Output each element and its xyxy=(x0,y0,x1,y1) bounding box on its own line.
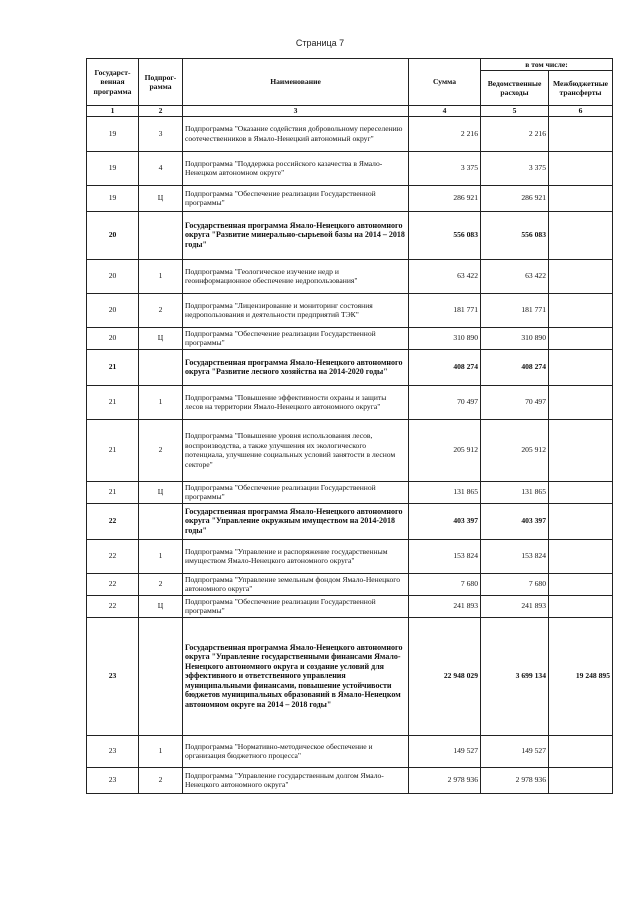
name-cell: Подпрограмма "Обеспечение реализации Государственной программы" xyxy=(183,595,409,617)
transfer-cell xyxy=(549,211,613,259)
program-cell: 20 xyxy=(87,211,139,259)
header-transfers: Межбюджетные трансферты xyxy=(549,71,613,106)
sum-cell: 22 948 029 xyxy=(409,617,481,735)
transfer-cell xyxy=(549,503,613,539)
transfer-cell xyxy=(549,293,613,327)
departmental-cell: 408 274 xyxy=(481,349,549,385)
departmental-cell: 131 865 xyxy=(481,481,549,503)
transfer-cell xyxy=(549,327,613,349)
name-cell: Подпрограмма "Повышение эффективности охраны и защиты лесов на территории Ямало-Ненецкого автономного округа" xyxy=(183,385,409,419)
table-row xyxy=(87,481,613,503)
program-cell: 19 xyxy=(87,151,139,185)
transfer-cell xyxy=(549,385,613,419)
sum-cell: 149 527 xyxy=(409,735,481,767)
name-cell: Подпрограмма "Управление государственным долгом Ямало-Ненецкого автономного округа" xyxy=(183,767,409,793)
name-cell: Подпрограмма "Нормативно-методическое обеспечение и организация бюджетного процесса" xyxy=(183,735,409,767)
sum-cell: 241 893 xyxy=(409,595,481,617)
header-sum: Сумма xyxy=(409,59,481,106)
transfer-cell xyxy=(549,595,613,617)
subprogram-cell: 1 xyxy=(139,385,183,419)
departmental-cell: 2 216 xyxy=(481,116,549,151)
sum-cell: 310 890 xyxy=(409,327,481,349)
subprogram-cell xyxy=(139,617,183,735)
transfer-cell xyxy=(549,735,613,767)
column-number: 4 xyxy=(409,106,481,117)
subprogram-cell: Ц xyxy=(139,481,183,503)
subprogram-cell: 1 xyxy=(139,259,183,293)
sum-cell: 63 422 xyxy=(409,259,481,293)
table-body xyxy=(87,116,613,793)
subprogram-cell: 4 xyxy=(139,151,183,185)
departmental-cell: 3 375 xyxy=(481,151,549,185)
sum-cell: 556 083 xyxy=(409,211,481,259)
subprogram-cell: 3 xyxy=(139,116,183,151)
program-cell: 23 xyxy=(87,735,139,767)
header-name: Наименование xyxy=(183,59,409,106)
departmental-cell: 556 083 xyxy=(481,211,549,259)
departmental-cell: 181 771 xyxy=(481,293,549,327)
sum-cell: 7 680 xyxy=(409,573,481,595)
table-row xyxy=(87,327,613,349)
program-cell: 22 xyxy=(87,503,139,539)
sum-cell: 286 921 xyxy=(409,185,481,211)
program-cell: 20 xyxy=(87,327,139,349)
name-cell: Подпрограмма "Поддержка российского казачества в Ямало-Ненецком автономном округе" xyxy=(183,151,409,185)
table-row xyxy=(87,259,613,293)
program-cell: 22 xyxy=(87,539,139,573)
departmental-cell: 286 921 xyxy=(481,185,549,211)
subprogram-cell xyxy=(139,349,183,385)
table-row xyxy=(87,503,613,539)
name-cell: Подпрограмма "Управление и распоряжение государственным имуществом Ямало-Ненецкого автономного округа" xyxy=(183,539,409,573)
departmental-cell: 403 397 xyxy=(481,503,549,539)
departmental-cell: 149 527 xyxy=(481,735,549,767)
transfer-cell xyxy=(549,185,613,211)
sum-cell: 205 912 xyxy=(409,419,481,481)
transfer-cell xyxy=(549,767,613,793)
page-label: Страница 7 xyxy=(295,38,345,48)
program-cell: 22 xyxy=(87,595,139,617)
name-cell: Подпрограмма "Повышение уровня использования лесов, воспроизводства, а также улучшения их экологического потенциала, улучшение социальных условий занятости в лесном секторе" xyxy=(183,419,409,481)
sum-cell: 408 274 xyxy=(409,349,481,385)
program-cell: 19 xyxy=(87,185,139,211)
transfer-cell: 19 248 895 xyxy=(549,617,613,735)
program-cell: 21 xyxy=(87,481,139,503)
subprogram-cell: Ц xyxy=(139,595,183,617)
table-row xyxy=(87,573,613,595)
departmental-cell: 3 699 134 xyxy=(481,617,549,735)
departmental-cell: 63 422 xyxy=(481,259,549,293)
budget-table xyxy=(86,58,613,794)
column-number: 5 xyxy=(481,106,549,117)
name-cell: Подпрограмма "Управление земельным фондом Ямало-Ненецкого автономного округа" xyxy=(183,573,409,595)
departmental-cell: 70 497 xyxy=(481,385,549,419)
sum-cell: 70 497 xyxy=(409,385,481,419)
subprogram-cell: 1 xyxy=(139,735,183,767)
table-row xyxy=(87,767,613,793)
table-row xyxy=(87,116,613,151)
header-including: в том числе: xyxy=(481,59,613,71)
table-row xyxy=(87,419,613,481)
departmental-cell: 241 893 xyxy=(481,595,549,617)
departmental-cell: 310 890 xyxy=(481,327,549,349)
table-row xyxy=(87,185,613,211)
program-cell: 23 xyxy=(87,617,139,735)
name-cell: Подпрограмма "Лицензирование и мониторинг состояния недропользования и деятельности предприятий ТЭК" xyxy=(183,293,409,327)
header-program: Государст-венная программа xyxy=(87,59,139,106)
table-row xyxy=(87,293,613,327)
name-cell: Государственная программа Ямало-Ненецкого автономного округа "Управление государственными финансами Ямало-Ненецкого автономного округа и создание условий для эффективного и ответственного управления муниципальными финансами, повышение устойчивости бюджетов муниципальных образований в Ямало-Ненецком автономном округе на 2014 – 2018 годы" xyxy=(183,617,409,735)
name-cell: Подпрограмма "Обеспечение реализации Государственной программы" xyxy=(183,481,409,503)
name-cell: Государственная программа Ямало-Ненецкого автономного округа "Развитие лесного хозяйства на 2014-2020 годы" xyxy=(183,349,409,385)
departmental-cell: 7 680 xyxy=(481,573,549,595)
sum-cell: 153 824 xyxy=(409,539,481,573)
sum-cell: 3 375 xyxy=(409,151,481,185)
subprogram-cell: 1 xyxy=(139,539,183,573)
departmental-cell: 153 824 xyxy=(481,539,549,573)
subprogram-cell: 2 xyxy=(139,293,183,327)
name-cell: Подпрограмма "Геологическое изучение недр и геоинформационное обеспечение недропользования" xyxy=(183,259,409,293)
name-cell: Государственная программа Ямало-Ненецкого автономного округа "Развитие минерально-сырьевой базы на 2014 – 2018 годы" xyxy=(183,211,409,259)
table-row xyxy=(87,539,613,573)
subprogram-cell: 2 xyxy=(139,767,183,793)
table-row xyxy=(87,735,613,767)
table-row xyxy=(87,211,613,259)
departmental-cell: 2 978 936 xyxy=(481,767,549,793)
column-number: 3 xyxy=(183,106,409,117)
transfer-cell xyxy=(549,151,613,185)
program-cell: 23 xyxy=(87,767,139,793)
program-cell: 20 xyxy=(87,259,139,293)
table-row xyxy=(87,151,613,185)
header-number-row xyxy=(87,106,613,117)
program-cell: 19 xyxy=(87,116,139,151)
transfer-cell xyxy=(549,116,613,151)
table-row xyxy=(87,595,613,617)
transfer-cell xyxy=(549,573,613,595)
sum-cell: 2 216 xyxy=(409,116,481,151)
subprogram-cell xyxy=(139,503,183,539)
name-cell: Государственная программа Ямало-Ненецкого автономного округа "Управление окружным имуществом на 2014-2018 годы" xyxy=(183,503,409,539)
program-cell: 21 xyxy=(87,419,139,481)
column-number: 2 xyxy=(139,106,183,117)
program-cell: 20 xyxy=(87,293,139,327)
transfer-cell xyxy=(549,349,613,385)
program-cell: 22 xyxy=(87,573,139,595)
subprogram-cell: 2 xyxy=(139,573,183,595)
subprogram-cell: Ц xyxy=(139,185,183,211)
sum-cell: 181 771 xyxy=(409,293,481,327)
program-cell: 21 xyxy=(87,349,139,385)
column-number: 1 xyxy=(87,106,139,117)
column-number: 6 xyxy=(549,106,613,117)
subprogram-cell xyxy=(139,211,183,259)
sum-cell: 2 978 936 xyxy=(409,767,481,793)
subprogram-cell: 2 xyxy=(139,419,183,481)
transfer-cell xyxy=(549,481,613,503)
subprogram-cell: Ц xyxy=(139,327,183,349)
transfer-cell xyxy=(549,259,613,293)
name-cell: Подпрограмма "Обеспечение реализации Государственной программы" xyxy=(183,185,409,211)
transfer-cell xyxy=(549,539,613,573)
table-row xyxy=(87,349,613,385)
name-cell: Подпрограмма "Обеспечение реализации Государственной программы" xyxy=(183,327,409,349)
transfer-cell xyxy=(549,419,613,481)
header-subprogram: Подпрог-рамма xyxy=(139,59,183,106)
table-row xyxy=(87,617,613,735)
sum-cell: 131 865 xyxy=(409,481,481,503)
table-row xyxy=(87,385,613,419)
name-cell: Подпрограмма "Оказание содействия добровольному переселению соотечественников в Ямало-Ненецкий автономный округ" xyxy=(183,116,409,151)
header-departmental: Ведомственные расходы xyxy=(481,71,549,106)
program-cell: 21 xyxy=(87,385,139,419)
sum-cell: 403 397 xyxy=(409,503,481,539)
departmental-cell: 205 912 xyxy=(481,419,549,481)
